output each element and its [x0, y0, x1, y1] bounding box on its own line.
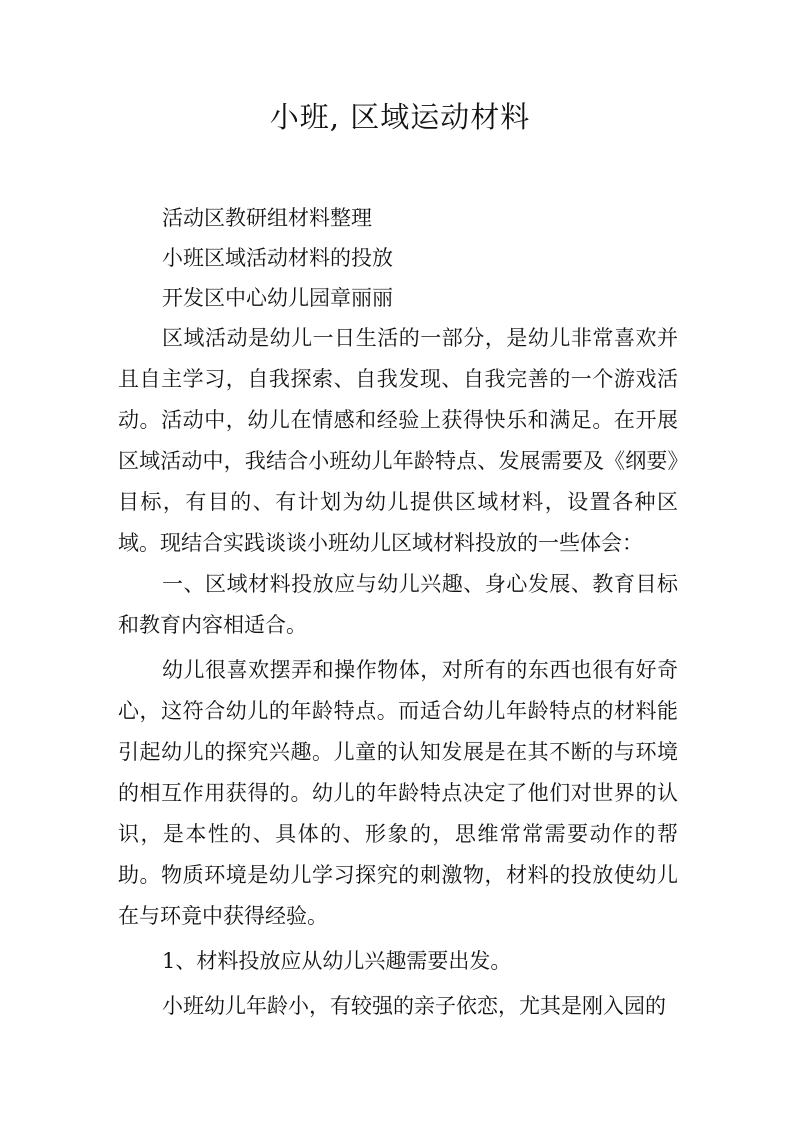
paragraph-intro: 区域活动是幼儿一日生活的一部分，是幼儿非常喜欢并且自主学习，自我探索、自我发现、自我完善的一个游戏活动。活动中，幼儿在情感和经验上获得快乐和满足。在开展区域活动中，我结合小班幼儿年龄特点、发展需要及《纲要》目标，有目的、有计划为幼儿提供区域材料，设置各种区域。现结合实践谈谈小班幼儿区域材料投放的一些体会：	[118, 326, 678, 555]
paragraph-subtitle-2: 小班区域活动材料的投放	[162, 246, 393, 270]
document-title: 小班, 区域运动材料	[269, 100, 531, 134]
paragraph-section-heading-1: 一、区域材料投放应与幼儿兴趣、身心发展、教育目标和教育内容相适合。	[118, 572, 678, 637]
paragraph-body-2: 小班幼儿年龄小，有较强的亲子依恋，尤其是刚入园的	[162, 994, 666, 1018]
paragraph-subtitle-1: 活动区教研组材料整理	[162, 206, 372, 230]
paragraph-author: 开发区中心幼儿园章丽丽	[162, 286, 393, 310]
paragraph-body-1: 幼儿很喜欢摆弄和操作物体，对所有的东西也很有好奇心，这符合幼儿的年龄特点。而适合幼儿年龄特点的材料能引起幼儿的探究兴趣。儿童的认知发展是在其不断的与环境的相互作用获得的。幼儿的年龄特点决定了他们对世界的认识，是本性的、具体的、形象的，思维常常需要动作的帮助。物质环境是幼儿学习探究的刺激物，材料的投放使幼儿在与环竟中获得经验。	[118, 658, 678, 928]
document-body	[118, 198, 678, 1027]
paragraph-subheading-1: 1、材料投放应从幼儿兴趣需要出发。	[162, 949, 512, 973]
